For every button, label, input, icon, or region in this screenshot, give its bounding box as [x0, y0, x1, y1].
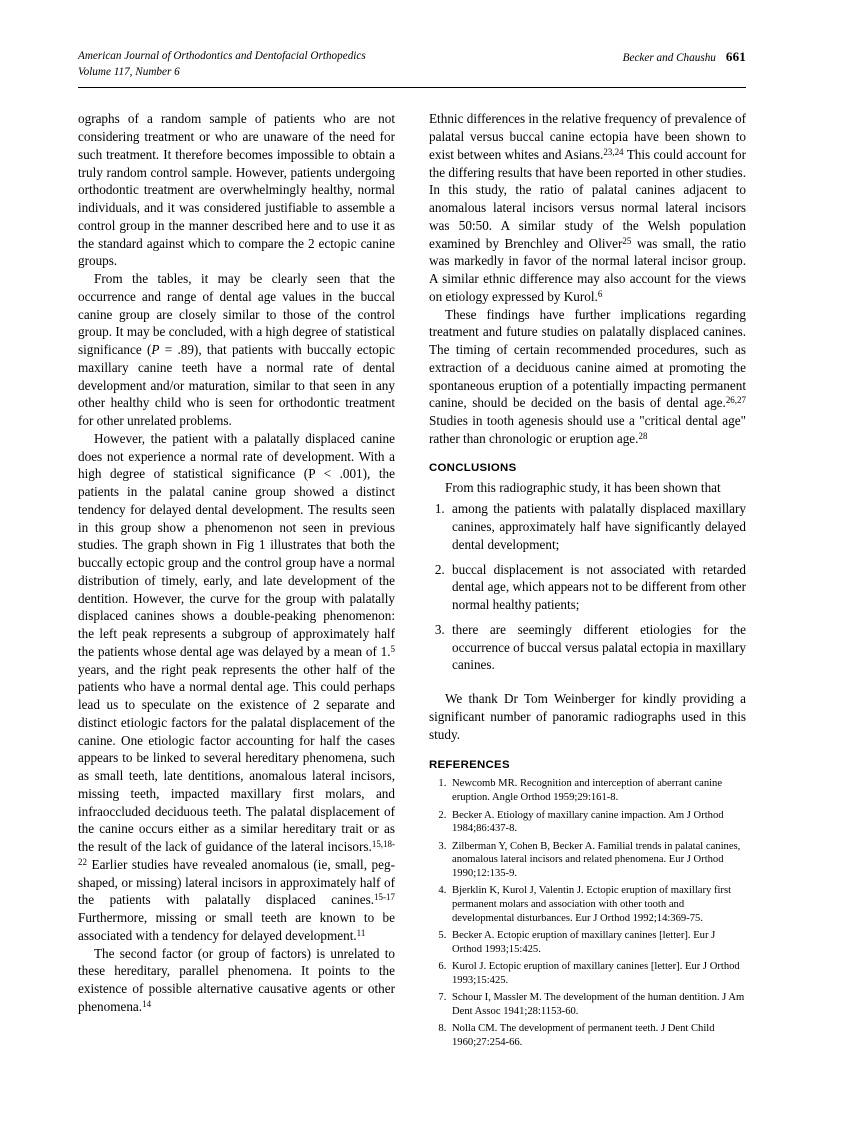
conclusions-list: [429, 500, 746, 674]
paragraph: Ethnic differences in the relative frequency of prevalence of palatal versus buccal canine ectopia have been shown to exist between whites and Asians.$^{23,24}$ This could account for the differing results that have been reported in other studies. In this study, the ratio of palatal canines adjacent to anomalous lateral incisors versus normal lateral incisors was 50:50. A similar study of the Welsh population examined by Brenchley and Oliver$^{25}$ was small, the ratio was markedly in favor of the normal lateral incisor group. A similar ethnic difference may also account for the views on etiology expressed by Kurol.$^6$: [429, 111, 747, 304]
spacer: [429, 681, 746, 690]
page-content: [78, 48, 746, 1053]
references-heading: REFERENCES: [429, 759, 510, 772]
two-column-body: [78, 110, 746, 1053]
references-list: [429, 777, 746, 1049]
conclusions-intro: From this radiographic study, it has been shown that: [445, 479, 721, 495]
journal-info: [78, 48, 479, 80]
page-number: 661: [725, 49, 746, 64]
list-item: 4. Bjerklin K, Kurol J, Valentin J. Ectopic eruption of maxillary first permanent molars and association with other tooth and developmental disturbances. Eur J Orthod 1992;14:369-75.: [449, 884, 746, 925]
authors-and-page: [623, 48, 746, 67]
list-item: 7. Schour I, Massler M. The development of the human dentition. J Am Dent Assoc 1941;28:1153-60.: [449, 991, 746, 1019]
list-item: 3. there are seemingly different etiologies for the occurrence of buccal versus palatal ectopia in maxillary canines.: [448, 621, 746, 674]
left-column: [78, 110, 395, 1053]
journal-title: American Journal of Orthodontics and Dentofacial Orthopedics: [78, 50, 366, 62]
running-head: [78, 48, 746, 80]
paragraph: The second factor (or group of factors) is unrelated to these hereditary, parallel phenomena. It points to the existence of possible alternative causative agents or other phenomena.$^{14}$: [78, 945, 395, 1014]
list-item: 2. buccal displacement is not associated with retarded dental age, which appears not to be different from other normal healthy patients;: [448, 561, 746, 614]
paragraph: From the tables, it may be clearly seen that the occurrence and range of dental age values in the buccal canine group are closely similar to those of the control group. It may be concluded, with a high degree of statistical significance (P = .89), that patients with buccally ectopic maxillary canine teeth have a normal rate of dental development and/or maturation, similar to that seen in any other healthy child who is seen for orthodontic treatment for other unrelated problems.: [78, 271, 395, 429]
paragraph: However, the patient with a palatally displaced canine does not experience a normal rate of development. With a high degree of statistical significance (P < .001), the patients in the palatal canine group showed a distinct tendency for delayed dental development. The results seen in this group show a phenomenon not seen in previous studies. The graph shown in Fig 1 illustrates that both the buccally ectopic group and the control group have a normal distribution of timely, early, and late development of the dentition. However, the curve for the group with palatally displaced canines shows a double-peaking phenomenon: the left peak represents a subgroup of approximately half the patients whose dental age was delayed by a mean of 1.$^5$ years, and the right peak represents the other half of the patients who have a normal dental age. This could perhaps lead us to speculate on the existence of 2 separate and distinct etiologic factors for the palatal displacement of the canine. One etiologic factor accounting for half the cases appears to be linked to several hereditary phenomena, such as small teeth, late dentitions, anomalous lateral incisors, missing teeth, impacted maxillary first molars, and infraoccluded deciduous teeth. The palatal displacement of the canine occurs either as a similar hereditary trait or as the result of the lack of guidance of the lateral incisors.$^{15,18-22}$ Earlier studies have revealed anomalous (ie, small, peg-shaped, or missing) lateral incisors in approximately half of the patients with palatally displaced canines.$^{15-17}$ Furthermore, missing or small teeth are known to be associated with a tendency for delayed development.$^{11}$: [78, 430, 395, 943]
acknowledgment: We thank Dr Tom Weinberger for kindly providing a significant number of panoramic radiographs used in this study.: [429, 691, 746, 742]
journal-volume: Volume 117, Number 6: [78, 66, 180, 79]
paragraph: ographs of a random sample of patients who are not considering treatment or who are unaware of the need for such treatment. It therefore becomes impossible to obtain a truly random control sample. However, patients undergoing orthodontic treatment are overwhelmingly healthy, normal individuals, and it was considered justifiable to assemble a control group in the manner described here and to use it as the standard against which to compare the 2 ectopic canine groups.: [78, 111, 395, 269]
right-column: [429, 110, 746, 1053]
list-item: 6. Kurol J. Ectopic eruption of maxillary canines [letter]. Eur J Orthod 1993;15:425.: [449, 960, 746, 988]
running-authors: Becker and Chaushu: [622, 52, 716, 64]
list-item: 8. Nolla CM. The development of permanent teeth. J Dent Child 1960;27:254-66.: [449, 1022, 746, 1050]
list-item: 1. among the patients with palatally displaced maxillary canines, approximately half have significantly delayed dental development;: [448, 500, 746, 553]
paragraph: These findings have further implications regarding treatment and future studies on palatally displaced canines. The timing of certain recommended procedures, such as extraction of a deciduous canine aimed at promoting the spontaneous eruption of a potentially impacting permanent canine, should be decided on the basis of dental age.$^{26,27}$ Studies in tooth agenesis should use a "critical dental age" rather than chronologic or eruption age.$^{28}$: [429, 306, 746, 446]
list-item: 5. Becker A. Ectopic eruption of maxillary canines [letter]. Eur J Orthod 1993;15:425.: [449, 929, 746, 957]
conclusions-heading: CONCLUSIONS: [429, 461, 517, 474]
list-item: 3. Zilberman Y, Cohen B, Becker A. Familial trends in palatal canines, anomalous lateral incisors and related phenomena. Eur J Orthod 1990;12:135-9.: [449, 840, 746, 881]
header-rule: [78, 87, 746, 88]
list-item: 2. Becker A. Etiology of maxillary canine impaction. Am J Orthod 1984;86:437-8.: [449, 809, 746, 837]
list-item: 1. Newcomb MR. Recognition and interception of aberrant canine eruption. Angle Orthod 1959;29:161-8.: [449, 777, 746, 805]
